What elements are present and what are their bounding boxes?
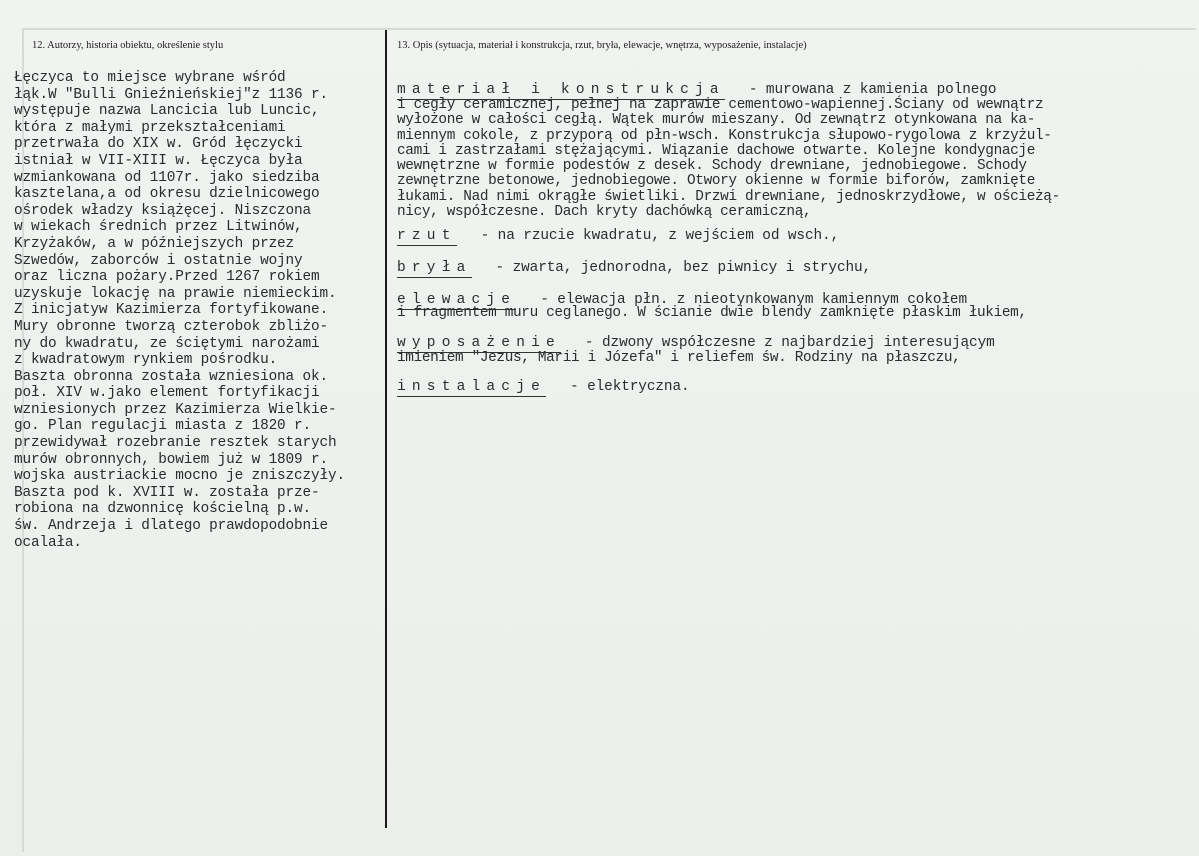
header-history: 12. Autorzy, historia obiektu, określenie stylu: [32, 40, 224, 51]
history-line: ocalała.: [14, 534, 82, 551]
section-value-material: - murowana z kamienia polnego: [748, 82, 997, 98]
history-text: [14, 70, 394, 551]
elewacje-line: i fragmentem muru ceglanego. W ścianie dwie blendy zamknięte płaskim łukiem,: [397, 305, 1027, 322]
section-label-elewacje: elewacje: [397, 292, 517, 309]
section-label-material: materiał i konstrukcja: [397, 82, 725, 98]
section-value-rzut: - na rzucie kwadratu, z wejściem od wsch.,: [480, 228, 840, 245]
history-line: poł. XIV w.jako element fortyfikacji: [14, 385, 320, 402]
material-line: cami i zastrzałami stężającymi. Wiązanie dachowe otwarte. Kolejne kondygnacje: [397, 142, 1036, 159]
section-label-rzut: rzut: [397, 228, 457, 245]
history-line: Szwedów, zaborców i ostatnie wojny: [14, 252, 303, 269]
material-line: łukami. Nad nimi okrągłe świetliki. Drzwi drewniane, jednoskrzydłowe, w ościeżą-: [397, 188, 1060, 205]
header-description: 13. Opis (sytuacja, materiał i konstrukcja, rzut, bryła, elewacje, wnętrza, wyposażenie, instalacje): [397, 40, 807, 51]
history-line: św. Andrzeja i dlatego prawdopodobnie: [14, 518, 328, 535]
history-line: robiona na dzwonnicę kościelną p.w.: [14, 501, 312, 518]
history-line: Łęczyca to miejsce wybrane wśród: [14, 70, 286, 86]
section-value-wyposazenie: - dzwony współczesne z najbardziej interesującym: [584, 334, 995, 351]
material-line: zewnętrzne betonowe, jednobiegowe. Otwory okienne w formie biforów, zamknięte: [397, 173, 1036, 190]
section-material: [397, 80, 1187, 100]
section-wyposazenie: [397, 333, 1187, 353]
history-line: ośrodek władzy książęcej. Niszczona: [14, 202, 312, 219]
section-label-wyposazenie: wyposażenie: [397, 334, 561, 351]
history-line: wzniesionych przez Kazimierza Wielkie-: [14, 401, 337, 418]
history-line: Mury obronne tworzą czterobok zbliżo-: [14, 318, 328, 335]
section-value-bryla: - zwarta, jednorodna, bez piwnicy i strychu,: [495, 260, 872, 277]
section-wyposazenie-body: [397, 351, 1187, 366]
material-line: wewnętrzne w formie podestów z desek. Schody drewniane, jednobiegowe. Schody: [397, 158, 1027, 175]
section-instalacje: [397, 377, 1187, 397]
history-line: Krzyżaków, a w późniejszych przez: [14, 235, 295, 252]
history-line: ny do kwadratu, ze ściętymi narożami: [14, 335, 320, 352]
history-line: wojska austriackie mocno je zniszczyły.: [14, 468, 345, 485]
section-label-bryla: bryła: [397, 260, 472, 277]
material-line: miennym cokole, z przyporą od płn-wsch. Konstrukcja słupowo-rygolowa z krzyżul-: [397, 127, 1052, 144]
history-line: oraz liczna pożary.Przed 1267 rokiem: [14, 269, 320, 286]
material-line: nicy, współczesne. Dach kryty dachówką ceramiczną,: [397, 204, 812, 221]
wyposazenie-line: imieniem "Jezus, Marii i Józefa" i reliefem św. Rodziny na płaszczu,: [397, 349, 961, 366]
description-text: [397, 80, 1187, 397]
history-line: uzyskuje lokację na prawie niemieckim.: [14, 285, 337, 302]
history-line: z kwadratowym rynkiem pośrodku.: [14, 352, 278, 369]
history-line: Z inicjatyw Kazimierza fortyfikowane.: [14, 302, 328, 319]
section-rzut: [397, 226, 1187, 246]
material-line: wyłożone w całości cegłą. Wątek murów mieszany. Od zewnątrz otynkowana na ka-: [397, 112, 1036, 129]
section-label-instalacje: instalacje: [397, 378, 547, 395]
history-line: która z małymi przekształceniami: [14, 119, 286, 136]
history-line: go. Plan regulacji miasta z 1820 r.: [14, 418, 312, 435]
section-value-elewacje: - elewacja płn. z nieotynkowanym kamiennym cokołem: [540, 292, 968, 309]
history-line: w wiekach średnich przez Litwinów,: [14, 219, 303, 236]
history-line: Baszta obronna została wzniesiona ok.: [14, 368, 328, 385]
section-value-instalacje: - elektryczna.: [570, 378, 690, 395]
material-line: i cegły ceramicznej, pełnej na zaprawie cementowo-wapiennej.Ściany od wewnątrz: [397, 97, 1044, 113]
section-elewacje: [397, 290, 1187, 310]
history-line: występuje nazwa Lancicia lub Luncic,: [14, 103, 320, 120]
section-material-body: [397, 98, 1187, 220]
history-line: istniał w VII-XIII w. Łęczyca była: [14, 152, 303, 169]
history-line: kasztelana,a od okresu dzielnicowego: [14, 186, 320, 203]
history-line: łąk.W "Bulli Gnieźnieńskiej"z 1136 r.: [14, 86, 328, 103]
history-line: Baszta pod k. XVIII w. została prze-: [14, 484, 320, 501]
history-line: przetrwała do XIX w. Gród łęczycki: [14, 136, 303, 153]
history-line: wzmiankowana od 1107r. jako siedziba: [14, 169, 320, 186]
history-line: przewidywał rozebranie resztek starych: [14, 435, 337, 452]
history-line: murów obronnych, bowiem już w 1809 r.: [14, 451, 328, 468]
section-bryla: [397, 258, 1187, 278]
